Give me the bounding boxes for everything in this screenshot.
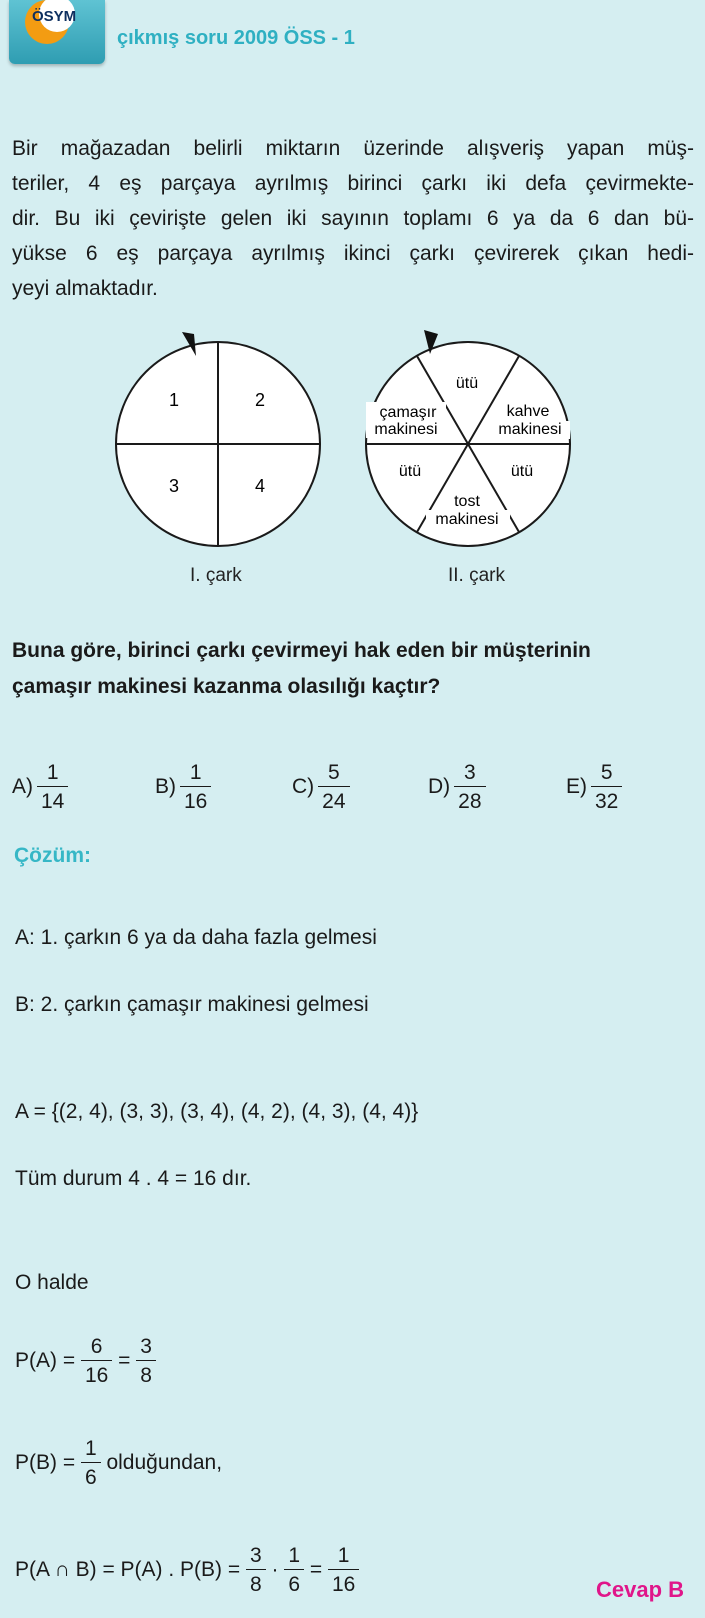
choice-e[interactable]	[566, 762, 622, 812]
numerator: 3	[464, 761, 476, 784]
numerator: 1	[288, 1544, 301, 1567]
choice-fraction	[591, 762, 622, 812]
problem-line: yükse 6 eş parçaya ayrılmış ikinci çarkı çevirerek çıkan hedi-	[12, 242, 694, 265]
definition-a: A: 1. çarkın 6 ya da daha fazla gelmesi	[15, 926, 377, 949]
denominator: 14	[37, 786, 68, 812]
equation-text: P(B) =	[15, 1451, 81, 1474]
equation-text: =	[304, 1558, 328, 1581]
equation-pb	[15, 1438, 222, 1488]
question-line: Buna göre, birinci çarkı çevirmeyi hak eden bir müşterinin	[12, 639, 591, 662]
problem-line: teriler, 4 eş parçaya ayrılmış birinci çarkı iki defa çevirmekte-	[12, 172, 694, 195]
wheel-1-segment: 4	[254, 476, 266, 496]
definition-b: B: 2. çarkın çamaşır makinesi gelmesi	[15, 993, 369, 1016]
question-line: çamaşır makinesi kazanma olasılığı kaçtır?	[12, 675, 441, 698]
page-title: çıkmış soru 2009 ÖSS - 1	[117, 27, 355, 49]
choice-fraction	[180, 762, 211, 812]
denominator: 6	[81, 1462, 101, 1488]
choice-label: C)	[292, 775, 315, 798]
equation-text: P(A ∩ B) = P(A) . P(B) =	[15, 1558, 246, 1581]
solution-title: Çözüm:	[14, 844, 91, 867]
equation-text: P(A) =	[15, 1349, 81, 1372]
choice-label: E)	[566, 775, 587, 798]
wheel-1-segment: 2	[254, 390, 266, 410]
wheel-1	[110, 330, 330, 560]
denominator: 6	[284, 1569, 304, 1595]
answer-label: Cevap B	[596, 1577, 685, 1602]
wheel-2-segment: çamaşır	[379, 404, 437, 421]
problem-line: yeyi almaktadır.	[12, 277, 158, 300]
choice-label: A)	[12, 775, 33, 798]
numerator: 1	[337, 1544, 350, 1567]
numerator: 1	[84, 1437, 97, 1460]
wheel-1-caption: I. çark	[190, 565, 242, 586]
numerator: 1	[46, 761, 59, 784]
wheel-2-segment: ütü	[398, 463, 422, 480]
denominator: 16	[328, 1569, 359, 1595]
equation-pab	[15, 1545, 359, 1595]
fraction	[284, 1545, 304, 1595]
wheel-2	[360, 330, 580, 560]
choice-c[interactable]	[292, 762, 350, 812]
fraction	[81, 1336, 112, 1386]
choice-fraction	[37, 762, 68, 812]
denominator: 24	[318, 786, 349, 812]
numerator: 6	[90, 1335, 103, 1358]
denominator: 28	[454, 786, 485, 812]
choice-d[interactable]	[428, 762, 486, 812]
fraction	[246, 1545, 266, 1595]
fraction	[81, 1438, 101, 1488]
wheel-2-segment: tost	[454, 493, 480, 510]
wheel-2-caption: II. çark	[448, 565, 506, 586]
denominator: 16	[180, 786, 211, 812]
choice-label: D)	[428, 775, 451, 798]
numerator: 3	[140, 1335, 152, 1358]
problem-text	[12, 131, 694, 306]
fraction	[136, 1336, 156, 1386]
numerator: 5	[600, 761, 613, 784]
denominator: 32	[591, 786, 622, 812]
equation-pa	[15, 1336, 156, 1386]
wheel-2-segment: kahve	[506, 403, 550, 420]
numerator: 1	[189, 761, 202, 784]
numerator: 3	[249, 1544, 262, 1567]
wheel-1-segment: 1	[168, 390, 180, 410]
total-outcomes: Tüm durum 4 . 4 = 16 dır.	[15, 1167, 252, 1190]
question	[12, 633, 702, 705]
choice-fraction	[454, 762, 485, 812]
denominator: 8	[246, 1569, 266, 1595]
problem-line: Bir mağazadan belirli miktarın üzerinde alışveriş yapan müş-	[12, 137, 694, 160]
choice-a[interactable]	[12, 762, 68, 812]
wheel-2-segment: ütü	[455, 375, 479, 392]
wheel-2-segment: makinesi	[498, 421, 562, 438]
logo-text: ÖSYM	[32, 8, 77, 25]
set-a: A = {(2, 4), (3, 3), (3, 4), (4, 2), (4, 3), (4, 4)}	[15, 1100, 419, 1123]
denominator: 16	[81, 1360, 112, 1386]
numerator: 5	[328, 761, 340, 784]
then-text: O halde	[15, 1271, 89, 1294]
equation-text: olduğundan,	[100, 1451, 223, 1474]
denominator: 8	[136, 1360, 156, 1386]
choice-b[interactable]	[155, 762, 211, 812]
choice-fraction	[318, 762, 349, 812]
problem-line: dir. Bu iki çevirişte gelen iki sayının toplamı 6 ya da 6 dan bü-	[12, 207, 694, 230]
equation-text: ·	[265, 1558, 285, 1581]
choice-label: B)	[155, 775, 176, 798]
fraction	[328, 1545, 359, 1595]
wheel-2-segment: ütü	[510, 463, 534, 480]
equation-text: =	[112, 1349, 137, 1372]
wheel-2-segment: makinesi	[435, 511, 499, 528]
wheel-1-segment: 3	[168, 476, 180, 496]
wheel-2-segment: makinesi	[374, 421, 438, 438]
